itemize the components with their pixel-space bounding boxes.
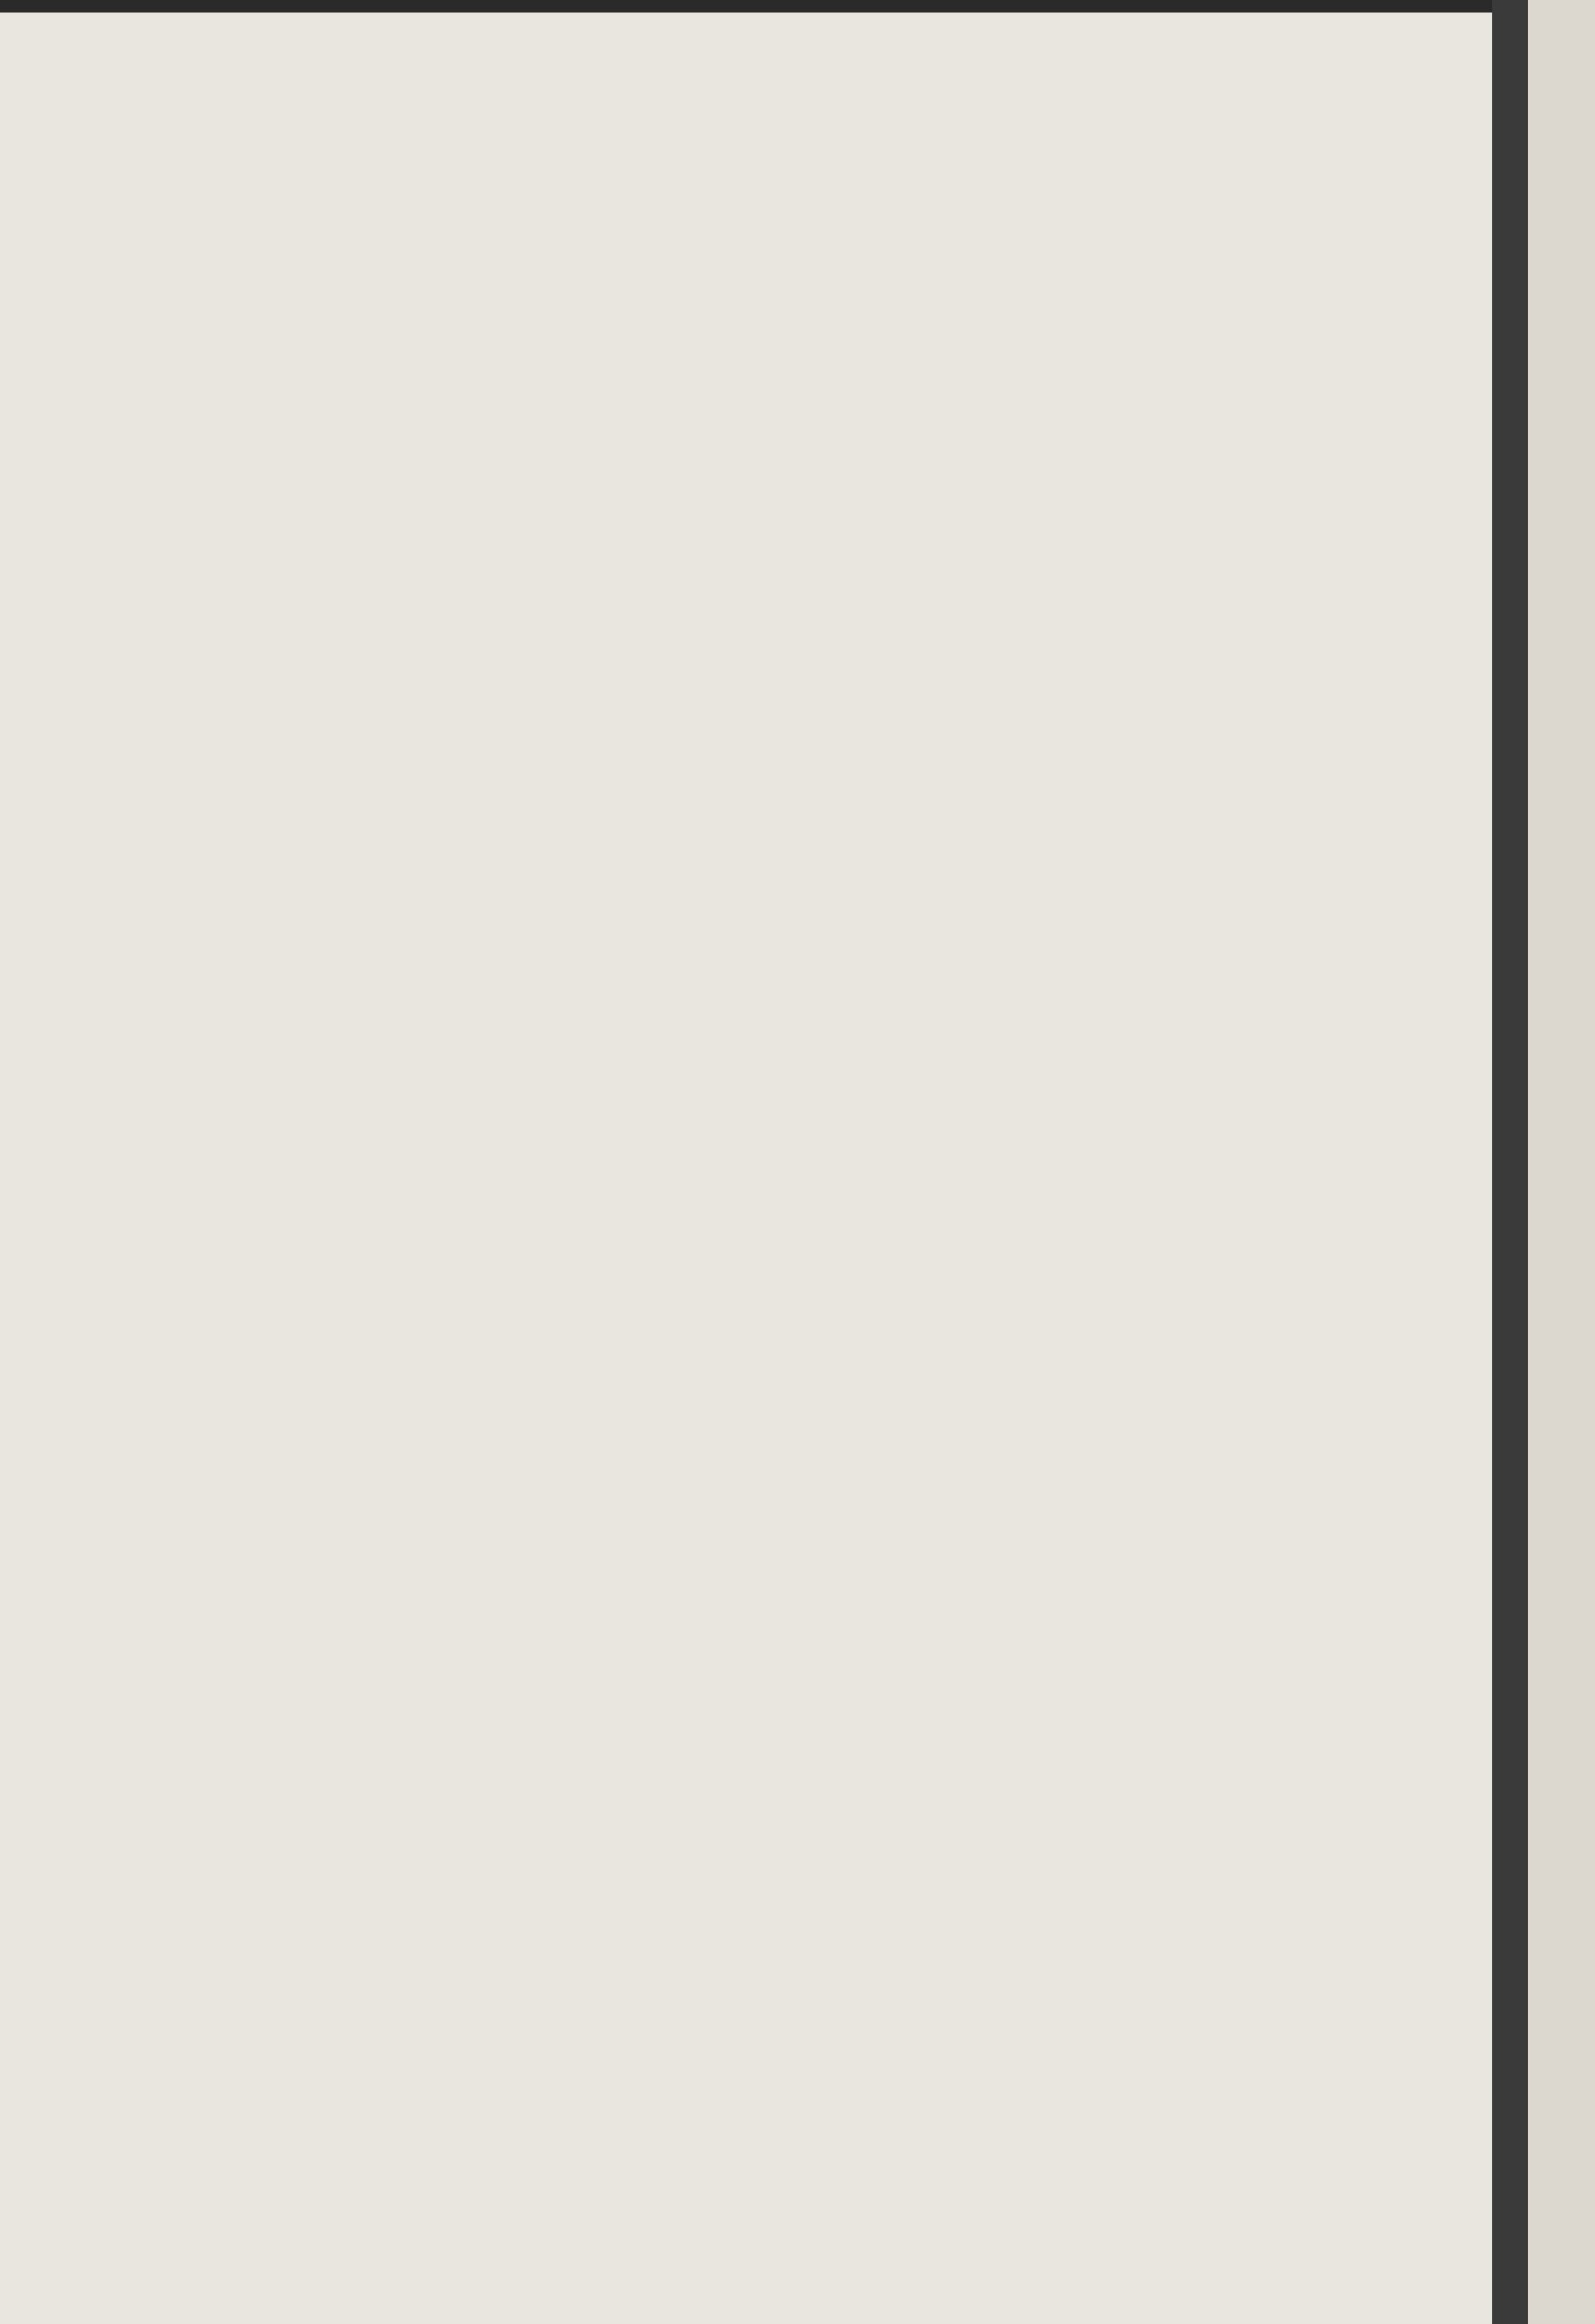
header-roem <box>734 345 778 417</box>
next-page-header <box>1557 222 1584 419</box>
header-israel <box>857 345 893 417</box>
header-andere2 <box>1149 345 1184 417</box>
header-haeuser <box>1193 304 1229 411</box>
header-fortlaufende <box>159 215 179 411</box>
header-areal <box>452 286 488 411</box>
header-andere1 <box>916 345 952 417</box>
header-deutsch <box>963 345 998 417</box>
header-polnisch <box>1031 345 1066 417</box>
header-ruthen <box>1093 345 1129 417</box>
header-griech <box>787 345 832 417</box>
